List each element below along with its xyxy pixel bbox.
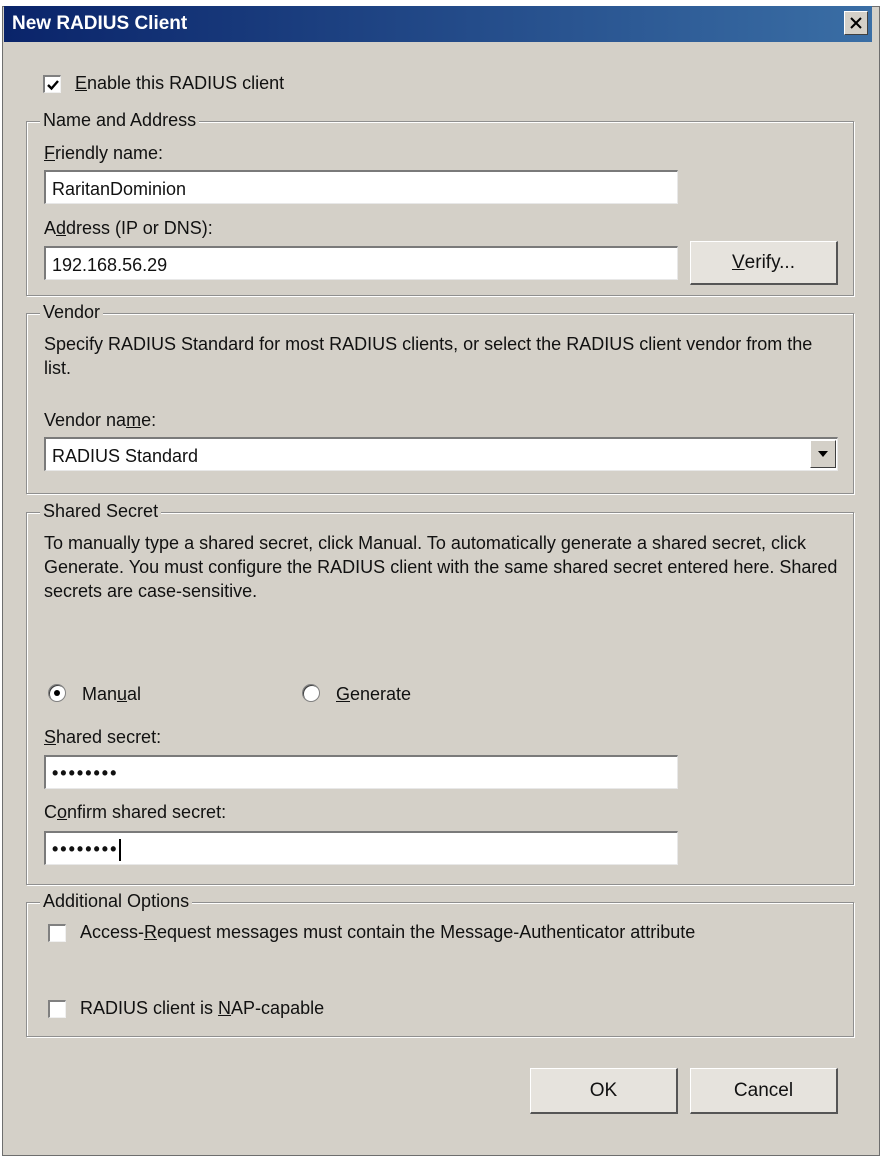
confirm-shared-secret-value: •••••••• (52, 839, 119, 859)
title-bar (4, 6, 872, 42)
confirm-shared-secret-input[interactable] (44, 831, 678, 865)
vendor-name-selected: RADIUS Standard (52, 446, 199, 466)
vendor-name-label: Vendor name: (44, 410, 157, 430)
vendor-dropdown-button[interactable] (810, 440, 836, 468)
confirm-shared-secret-label: Confirm shared secret: (44, 802, 227, 822)
vendor-description: Specify RADIUS Standard for most RADIUS clients, or select the RADIUS client vendor from the list. (44, 334, 813, 378)
text-caret (119, 839, 121, 861)
dialog-title: New RADIUS Client (12, 13, 188, 34)
radio-selected-dot (54, 690, 60, 696)
nap-capable-checkbox[interactable] (48, 1000, 66, 1018)
name-address-legend: Name and Address (40, 110, 199, 131)
shared-secret-legend: Shared Secret (40, 501, 161, 522)
enable-radius-client-label: Enable this RADIUS client (75, 73, 285, 93)
verify-button[interactable]: V erify... (690, 241, 838, 285)
friendly-name-input[interactable]: RaritanDominion (44, 170, 678, 204)
generate-radio[interactable] (302, 684, 320, 702)
enable-radius-client-checkbox[interactable] (43, 75, 61, 93)
manual-radio-label: Manual (82, 684, 142, 704)
manual-radio[interactable] (48, 684, 66, 702)
vendor-legend: Vendor (40, 302, 103, 323)
chevron-down-icon (817, 450, 829, 458)
address-input[interactable]: 192.168.56.29 (44, 246, 678, 280)
shared-secret-label: Shared secret: (44, 727, 162, 747)
friendly-name-label: Friendly name: (44, 143, 164, 163)
close-button[interactable] (844, 11, 868, 35)
shared-secret-description: To manually type a shared secret, click Manual. To automatically generate a shared secret, click Generate. You must configure the RADIUS client with the same shared secret entered here. Shared secrets are case-sensitive. (44, 533, 838, 601)
vendor-name-select[interactable] (44, 437, 838, 471)
message-authenticator-checkbox[interactable] (48, 924, 66, 942)
ok-button[interactable]: OK (530, 1068, 678, 1114)
message-authenticator-label: Access-Request messages must contain the Message-Authenticator attribute (80, 922, 696, 942)
address-label: Address (IP or DNS): (44, 218, 213, 238)
close-icon (850, 17, 862, 29)
check-icon (46, 78, 60, 92)
additional-options-legend: Additional Options (40, 891, 192, 912)
nap-capable-label: RADIUS client is NAP-capable (80, 998, 325, 1018)
shared-secret-input[interactable]: •••••••• (44, 755, 678, 789)
generate-radio-label: Generate (336, 684, 412, 704)
cancel-button[interactable]: Cancel (690, 1068, 838, 1114)
